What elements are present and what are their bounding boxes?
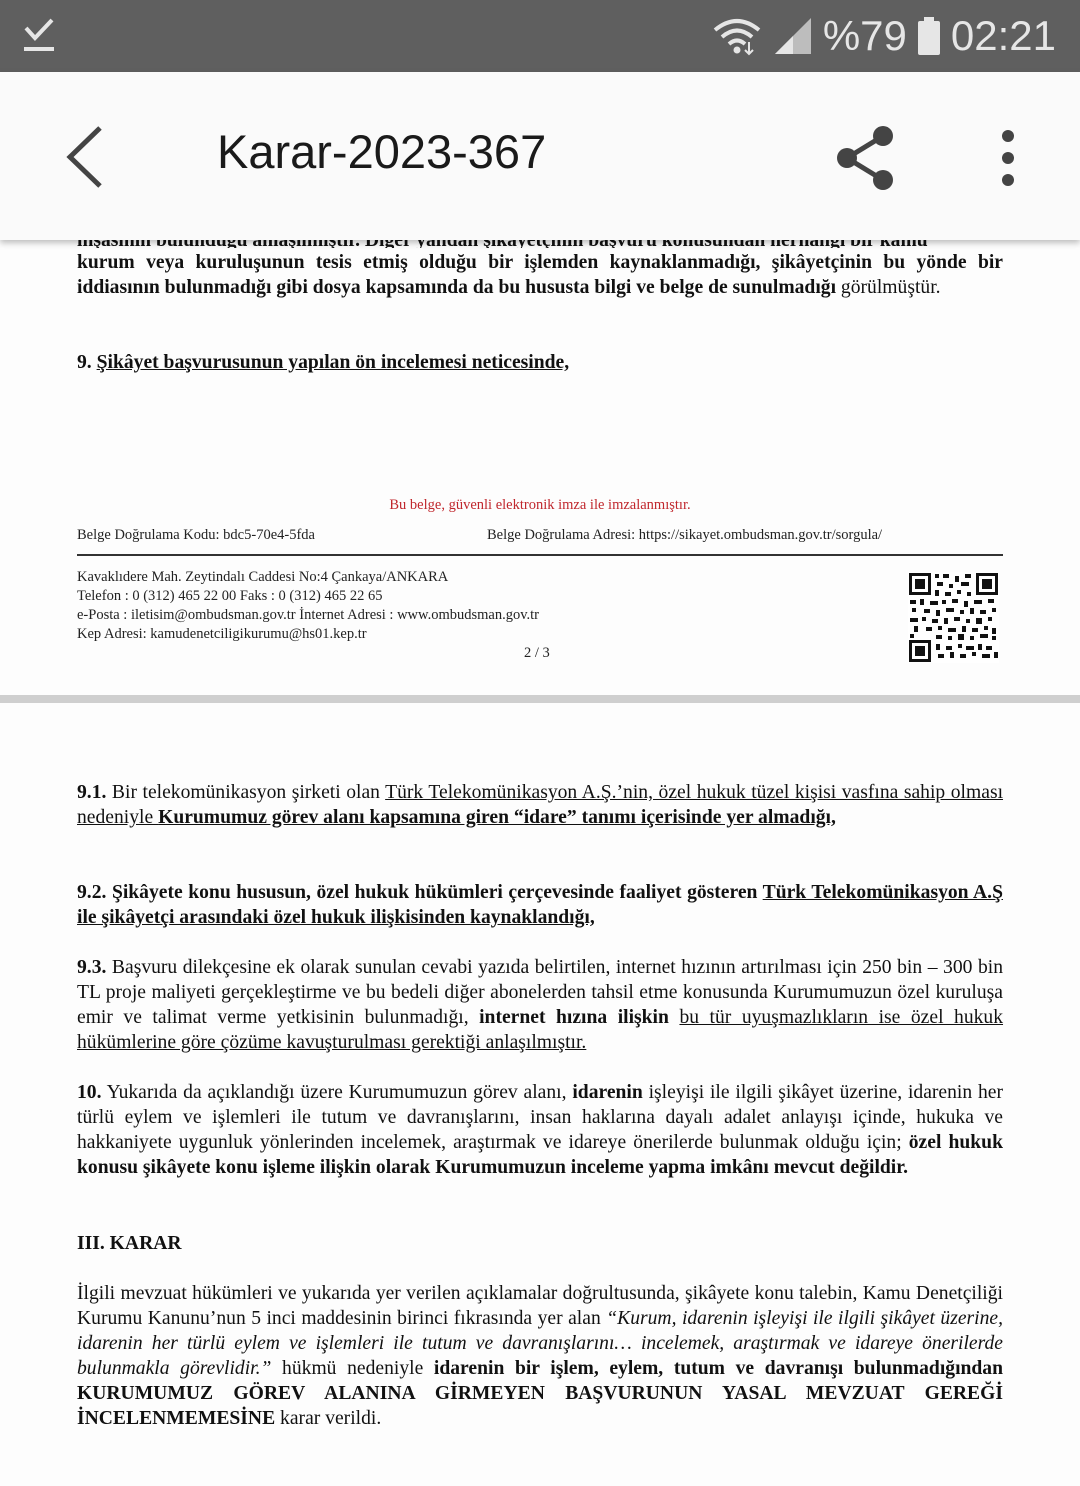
p10-text-a: Yukarıda da açıklandığı üzere Kurumumuzun görev alanı, [101, 1082, 573, 1103]
p91-text-c: Kurumumuz görev alanı kapsamına giren “idare” tanımı içerisinde yer almadığı, [158, 807, 836, 828]
download-complete-icon [22, 14, 56, 58]
item9-text: Şikâyet başvurusunun yapılan ön incelemesi neticesinde, [96, 352, 570, 373]
signature-note: Bu belge, güvenli elektronik imza ile imzalanmıştır. [389, 497, 691, 513]
back-arrow-icon[interactable] [60, 122, 110, 192]
footer-address: Kavaklıdere Mah. Zeytindalı Caddesi No:4 Çankaya/ANKARA [77, 569, 449, 585]
qr-code [908, 572, 999, 663]
p10-text-b: idarenin [572, 1082, 643, 1103]
paragraph-9-1 [77, 780, 1003, 830]
app-bar [0, 72, 1080, 240]
p91-text-a: Bir telekomünikasyon şirketi olan [106, 782, 386, 803]
p91-number: 9.1. [77, 782, 107, 803]
paragraph-continued [77, 250, 1003, 300]
item-9 [77, 350, 1003, 375]
p92-text-b: Türk Telekomünikasyon A.Ş ile şikâyetçi arasındaki özel hukuk ilişkisinden kaynaklandığı, [77, 882, 1003, 928]
p92-text-a: Şikâyete konu hususun, özel hukuk hükümleri çerçevesinde faaliyet gösteren [106, 882, 763, 903]
verification-code: Belge Doğrulama Kodu: bdc5-70e4-5fda [77, 527, 315, 543]
paragraph-9-2 [77, 880, 1003, 930]
footer-kep: Kep Adresi: kamudenetciligikurumu@hs01.kep.tr [77, 626, 367, 642]
karar-text-b: “Kurum, idarenin işleyişi ile ilgili şikâyet üzerine, idarenin her türlü eylem ve işlemleri ile tutum ve davranışlarını… incelemek, araştırmak ve idareye önerilerde bulunmakla görevlidir.” [77, 1308, 1004, 1379]
status-bar [0, 0, 1080, 72]
paragraph-10 [77, 1080, 1003, 1180]
p93-text-d: bu tür uyuşmazlıkların ise özel hukuk hükümlerine göre çözüme kavuşturulması gerektiği anlaşılmıştır. [77, 1007, 1004, 1053]
section-heading [77, 1231, 1003, 1256]
p10-number: 10. [77, 1082, 102, 1103]
battery-percent: %79 [822, 12, 907, 59]
section-heading-text: III. KARAR [77, 1233, 182, 1254]
p10-text-c: işleyişi ile ilgili şikâyet üzerine, idarenin her türlü eylem ve işlemleri ile tutum ve davranışlarını, insan haklarına dayalı adalet anlayışı içinde, hukuka ve hakkaniyete uygunluk yönlerinden incelemek, araştırmak ve idareye önerilerde bulunmak olduğu için; [77, 1082, 1003, 1153]
p93-number: 9.3. [77, 957, 107, 978]
page-number: 2 / 3 [524, 645, 550, 661]
document-title: Karar-2023-367 [217, 125, 547, 178]
p91-text-b: Türk Telekomünikasyon A.Ş.’nin, özel hukuk tüzel kişisi vasfına sahip olması nedeniyle [77, 782, 1004, 828]
karar-text-a: İlgili mevzuat hükümleri ve yukarıda yer verilen açıklamalar doğrultusunda, şikâyete konu talebin, Kamu Denetçiliği Kurumu Kanunu’nun 5 inci maddesinin birinci fıkrasında yer alan [77, 1283, 1003, 1329]
footer-divider [77, 554, 1003, 556]
p93-text-a: Başvuru dilekçesine ek olarak sunulan cevabi yazıda belirtilen, internet hızının artırılması için 250 bin – 300 bin TL proje maliyeti gerçekleştirme ve bu bedeli diğer abonelerden tahsil etme konusunda Kurumumuzun özel kuruluşa emir ve talimat verme yetkisinin bulunmadığı, [77, 957, 1003, 1028]
share-icon[interactable] [833, 124, 897, 192]
p93-text-b: internet hızına ilişkin [479, 1007, 669, 1028]
karar-text-d: idarenin bir işlem, eylem, tutum ve davranışı bulunmadığından KURUMUMUZ GÖREV ALANINA GİRMEYEN BAŞVURUNUN YASAL MEVZUAT GEREĞİ İNCELENMEMESİNE [77, 1358, 1003, 1429]
p93-text-c [669, 1007, 680, 1028]
karar-text-c: hükmü nedeniyle [271, 1358, 434, 1379]
p10-text-d: özel hukuk konusu şikâyete konu işleme ilişkin olarak Kurumumuzun inceleme yapma imkânı mevcut değildir. [77, 1132, 1003, 1178]
paragraph-9-3 [77, 955, 1003, 1055]
wifi-icon [711, 16, 763, 56]
signal-icon [773, 16, 813, 56]
item9-number: 9. [77, 352, 92, 373]
verification-address: Belge Doğrulama Adresi: https://sikayet.ombudsman.gov.tr/sorgula/ [487, 527, 883, 543]
paragraph-karar [77, 1281, 1003, 1431]
document-page-3[interactable] [0, 703, 1080, 1486]
para-normal: görülmüştür. [836, 277, 941, 298]
battery-icon [917, 16, 941, 56]
p92-number: 9.2. [77, 882, 107, 903]
footer-email: e-Posta : iletisim@ombudsman.gov.tr İnternet Adresi : www.ombudsman.gov.tr [77, 607, 539, 623]
footer-phone: Telefon : 0 (312) 465 22 00 Faks : 0 (312) 465 22 65 [77, 588, 383, 604]
karar-text-e: karar verildi. [275, 1408, 382, 1429]
more-options-icon[interactable] [993, 128, 1023, 188]
clock: 02:21 [950, 12, 1056, 59]
document-page-2[interactable] [0, 240, 1080, 695]
para-bold: kurum veya kuruluşunun tesis etmiş olduğu bir işlemden kaynaklanmadığı, şikâyetçinin bu yönde bir iddiasının bulunmadığı gibi dosya kapsamında da bu hususta bilgi ve belge de sunulmadığı [77, 252, 1003, 298]
